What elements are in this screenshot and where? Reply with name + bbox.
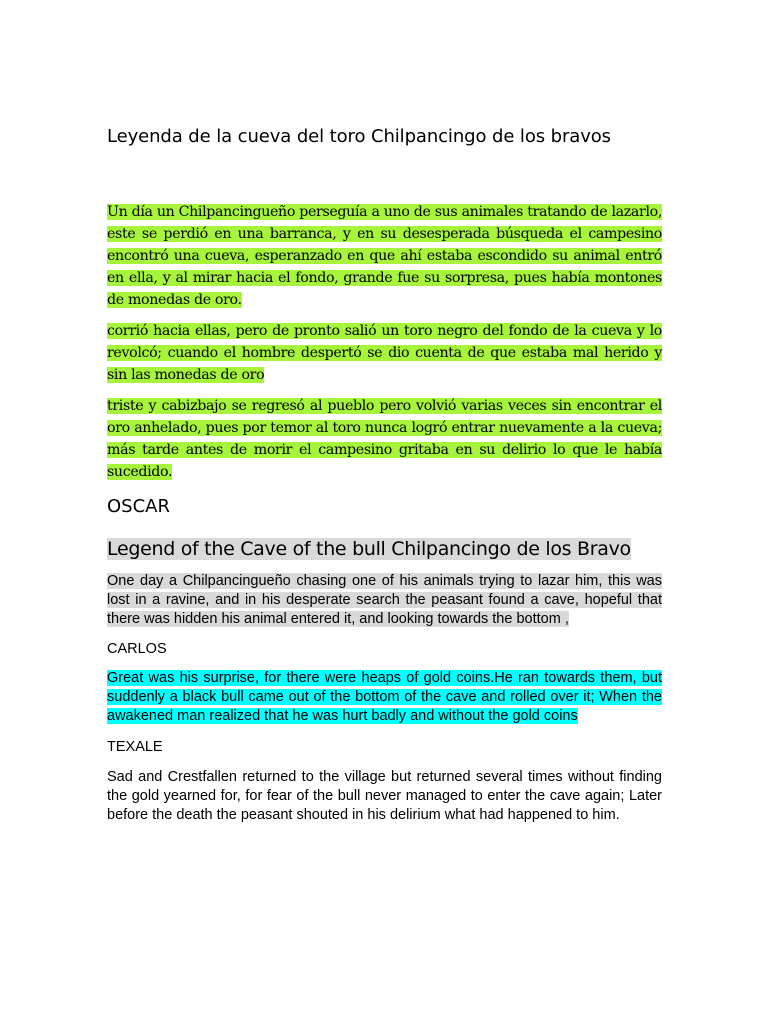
english-paragraph-2-text: Great was his surprise, for there were heaps of gold coins.He ran towards them, but suddenly a black bull came out of the bottom of the cave and rolled over it; When the awakened man realized that he was hurt badly and without the gold coins (107, 670, 662, 724)
author-texale-label: TEXALE (107, 739, 163, 755)
english-paragraph-1 (107, 572, 662, 629)
english-title (107, 535, 631, 563)
spanish-paragraph-1-text: Un día un Chilpancingueño perseguía a uno de sus animales tratando de lazarlo, este se perdió en una barranca, y en su desesperada búsqueda el campesino encontró una cueva, esperanzado en que ahí estaba escondido su animal entró en ella, y al mirar hacia el fondo, grande fue su sorpresa, pues había montones de monedas de oro. (107, 204, 662, 308)
spanish-title: Leyenda de la cueva del toro Chilpancingo de los bravos (107, 126, 611, 147)
english-title-text: Legend of the Cave of the bull Chilpancingo de los Bravo (107, 538, 631, 560)
spanish-paragraph-3-text: triste y cabizbajo se regresó al pueblo pero volvió varias veces sin encontrar el oro anhelado, pues por temor al toro nunca logró entrar nuevamente a la cueva; más tarde antes de morir el campesino gritaba en su delirio lo que le había sucedido. (107, 398, 662, 480)
spanish-paragraph-1 (107, 201, 662, 311)
author-carlos-label: CARLOS (107, 641, 167, 657)
spanish-paragraph-3 (107, 395, 662, 483)
author-oscar-heading: OSCAR (107, 496, 170, 517)
spanish-paragraph-2-text: corrió hacia ellas, pero de pronto salió un toro negro del fondo de la cueva y lo revolcó; cuando el hombre despertó se dio cuenta de que estaba mal herido y sin las monedas de oro (107, 323, 662, 383)
english-paragraph-3: Sad and Crestfallen returned to the village but returned several times without finding the gold yearned for, for fear of the bull never managed to enter the cave again; Later before the death the peasant shouted in his delirium what had happened to him. (107, 769, 662, 823)
spanish-paragraph-2 (107, 320, 662, 386)
english-paragraph-1-text: One day a Chilpancingueño chasing one of his animals trying to lazar him, this was lost in a ravine, and in his desperate search the peasant found a cave, hopeful that there was hidden his animal entered it, and looking towards the bottom , (107, 573, 662, 627)
english-paragraph-2 (107, 669, 662, 726)
